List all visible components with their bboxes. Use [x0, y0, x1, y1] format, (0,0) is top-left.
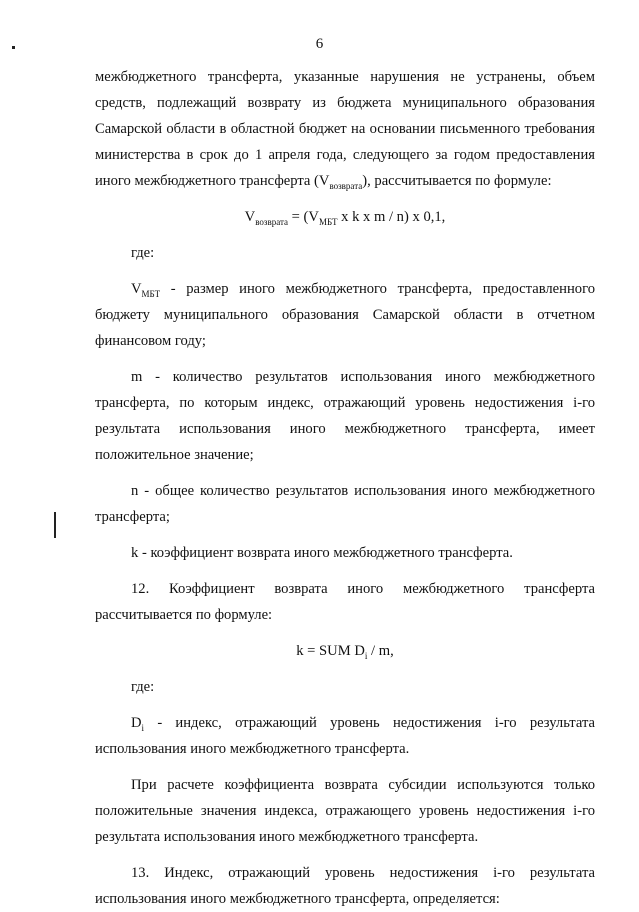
definition-vmbt: $V_{МБТ}$ - размер иного межбюджетного трансферта, предоставленного бюджету муниципального образования Самарской области в отчетном финансовом году; [95, 281, 595, 349]
paragraph-subsidy: При расчете коэффициента возврата субсидии используются только положительные значения индекса, отражающего уровень недостижения i-го результата использования иного межбюджетного трансферта. [95, 777, 595, 845]
definition-k: k - коэффициент возврата иного межбюджетного трансферта. [131, 545, 513, 561]
page-number: 6 [315, 36, 324, 52]
definition-m: m - количество результатов использования иного межбюджетного трансферта, по которым индекс, отражающий уровень недостижения i-го результата использования иного межбюджетного трансферта, имеет положительное значение; [95, 369, 595, 463]
formula-return-volume: $V_{возврата} = (V_{МБТ}$ x k x m / n) x 0,1, [244, 209, 446, 227]
scan-artifact [12, 46, 15, 49]
document-body [95, 64, 595, 912]
definition-di: $D_i$ - индекс, отражающий уровень недостижения i-го результата использования иного межбюджетного трансферта. [95, 715, 595, 757]
where-label-2: где: [131, 679, 155, 695]
paragraph-13: 13. Индекс, отражающий уровень недостижения i-го результата использования иного межбюджетного трансферта, определяется: [95, 865, 595, 907]
paragraph-12: 12. Коэффициент возврата иного межбюджетного трансферта рассчитывается по формуле: [95, 581, 595, 623]
formula-coefficient: k = SUM $D_i$ / m, [296, 643, 394, 661]
scan-artifact [54, 512, 56, 538]
paragraph-return-volume: межбюджетного трансферта, указанные нарушения не устранены, объем средств, подлежащий возврату из бюджета муниципального образования Самарской области в областной бюджет на основании письменного требования министерства в срок до 1 апреля года, следующего за годом предоставления иного межбюджетного трансферта $(V_{возврата})$, рассчитывается по формуле: [95, 69, 595, 191]
where-label: где: [131, 245, 155, 261]
definition-n: n - общее количество результатов использования иного межбюджетного трансферта; [95, 483, 595, 525]
